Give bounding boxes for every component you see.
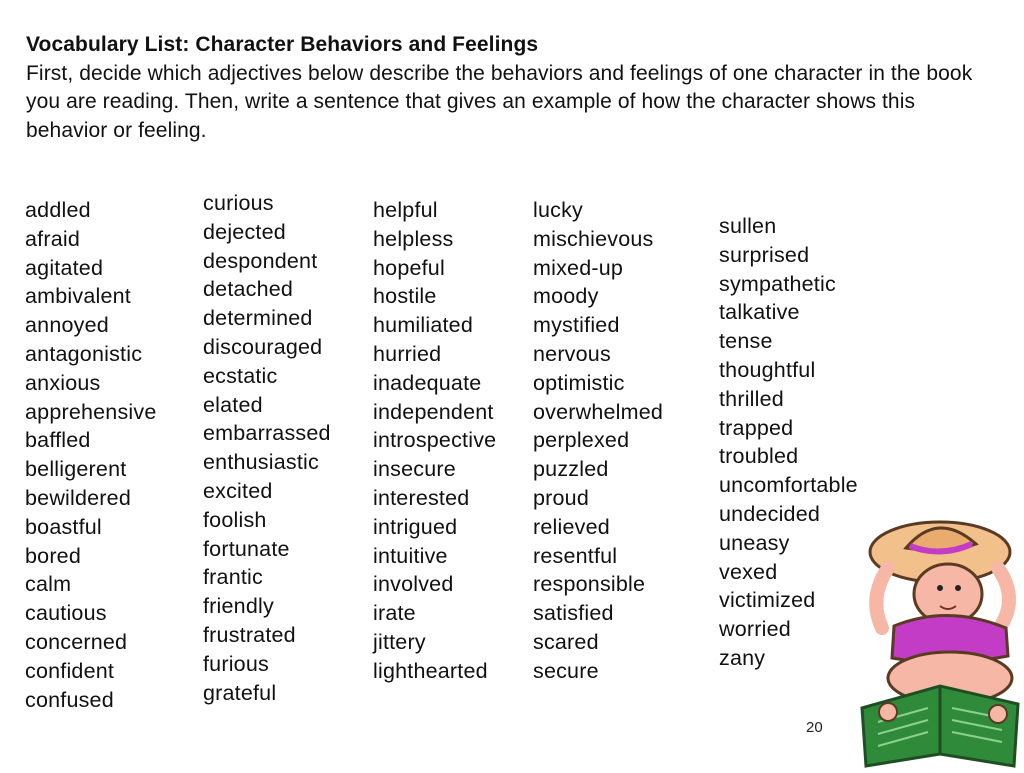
vocabulary-word: antagonistic [25,341,143,366]
vocabulary-word: proud [533,485,589,510]
vocabulary-word: elated [203,392,263,417]
vocabulary-word: lucky [533,198,583,222]
vocabulary-word: excited [203,478,273,503]
vocabulary-word: confused [25,687,114,712]
page-number: 20 [806,719,823,736]
vocabulary-word: foolish [203,507,267,532]
vocabulary-word: ambivalent [25,284,131,309]
vocabulary-word: resentful [533,543,618,568]
vocabulary-word: introspective [373,428,497,453]
vocabulary-word: intuitive [373,543,448,568]
vocabulary-word: anxious [25,370,101,395]
word-column-3 [373,196,496,686]
vocabulary-word: friendly [203,594,274,619]
vocabulary-word: overwhelmed [533,399,664,424]
vocabulary-word: ecstatic [203,363,278,388]
vocabulary-word: discouraged [203,334,323,359]
vocabulary-word: cautious [25,601,107,626]
vocabulary-word: agitated [25,255,104,280]
vocabulary-word: frantic [203,565,263,590]
vocabulary-word: interested [373,485,470,510]
vocabulary-word: bewildered [25,485,131,510]
vocabulary-word: hurried [373,341,442,366]
vocabulary-word: humiliated [373,313,473,338]
vocabulary-word: lighthearted [373,658,488,683]
vocabulary-word: nervous [533,341,611,366]
vocabulary-word: frustrated [203,622,296,647]
vocabulary-word: trapped [719,415,794,440]
vocabulary-word: troubled [719,444,799,469]
vocabulary-word: uncomfortable [719,473,858,498]
vocabulary-word: hostile [373,284,437,309]
word-column-5 [719,212,858,673]
vocabulary-word: intrigued [373,514,458,539]
word-column-2 [203,189,331,707]
vocabulary-word: afraid [25,226,80,251]
vocabulary-word: tense [719,329,773,354]
vocabulary-word: furious [203,651,269,676]
girl-reading-book-icon [848,508,1024,768]
instructions-text: First, decide which adjectives below describe the behaviors and feelings of one character in the book you are reading. Then, write a sentence that gives an example of how the character shows this behavior or feeling. [26,61,973,142]
vocabulary-word: boastful [25,514,102,539]
vocabulary-word: baffled [25,428,91,453]
vocabulary-word: optimistic [533,370,625,395]
vocabulary-word: sullen [719,214,777,238]
vocabulary-word: annoyed [25,313,109,338]
vocabulary-word: moody [533,284,599,309]
vocabulary-word: belligerent [25,457,127,482]
vocabulary-word: talkative [719,300,800,325]
vocabulary-word: curious [203,191,274,215]
vocabulary-word: thoughtful [719,357,816,382]
vocabulary-word: scared [533,629,599,654]
vocabulary-word: enthusiastic [203,450,319,475]
vocabulary-word: independent [373,399,494,424]
vocabulary-word: uneasy [719,530,790,555]
vocabulary-word: inadequate [373,370,482,395]
page-title: Vocabulary List: Character Behaviors and Feelings [26,33,539,56]
vocabulary-word: mystified [533,313,620,338]
vocabulary-word: concerned [25,629,128,654]
header [26,31,986,145]
vocabulary-word: satisfied [533,601,614,626]
vocabulary-word: involved [373,572,454,597]
vocabulary-word: thrilled [719,386,784,411]
vocabulary-word: grateful [203,680,277,705]
vocabulary-word: apprehensive [25,399,157,424]
vocabulary-word: determined [203,306,313,331]
vocabulary-word: relieved [533,514,610,539]
vocabulary-word: puzzled [533,457,609,482]
vocabulary-word: jittery [373,629,426,654]
vocabulary-word: insecure [373,457,456,482]
word-column-1 [25,196,157,714]
vocabulary-word: embarrassed [203,421,331,446]
vocabulary-word: fortunate [203,536,290,561]
vocabulary-word: addled [25,198,91,222]
vocabulary-word: perplexed [533,428,630,453]
vocabulary-word: calm [25,572,72,597]
vocabulary-word: detached [203,277,294,302]
vocabulary-word: helpless [373,226,454,251]
vocabulary-word: despondent [203,248,318,273]
vocabulary-word: secure [533,658,599,683]
vocabulary-word: irate [373,601,416,626]
vocabulary-word: vexed [719,559,778,584]
vocabulary-word: dejected [203,219,286,244]
vocabulary-word: undecided [719,501,821,526]
vocabulary-word: responsible [533,572,646,597]
vocabulary-word: victimized [719,588,816,613]
vocabulary-word: hopeful [373,255,445,280]
word-column-4 [533,196,663,686]
vocabulary-word: worried [719,617,791,642]
vocabulary-word: mischievous [533,226,654,251]
vocabulary-word: zany [719,645,766,670]
vocabulary-word: mixed-up [533,255,624,280]
vocabulary-word: sympathetic [719,271,836,296]
vocabulary-word: confident [25,658,115,683]
vocabulary-word: helpful [373,198,438,222]
vocabulary-word: surprised [719,242,810,267]
vocabulary-word: bored [25,543,81,568]
